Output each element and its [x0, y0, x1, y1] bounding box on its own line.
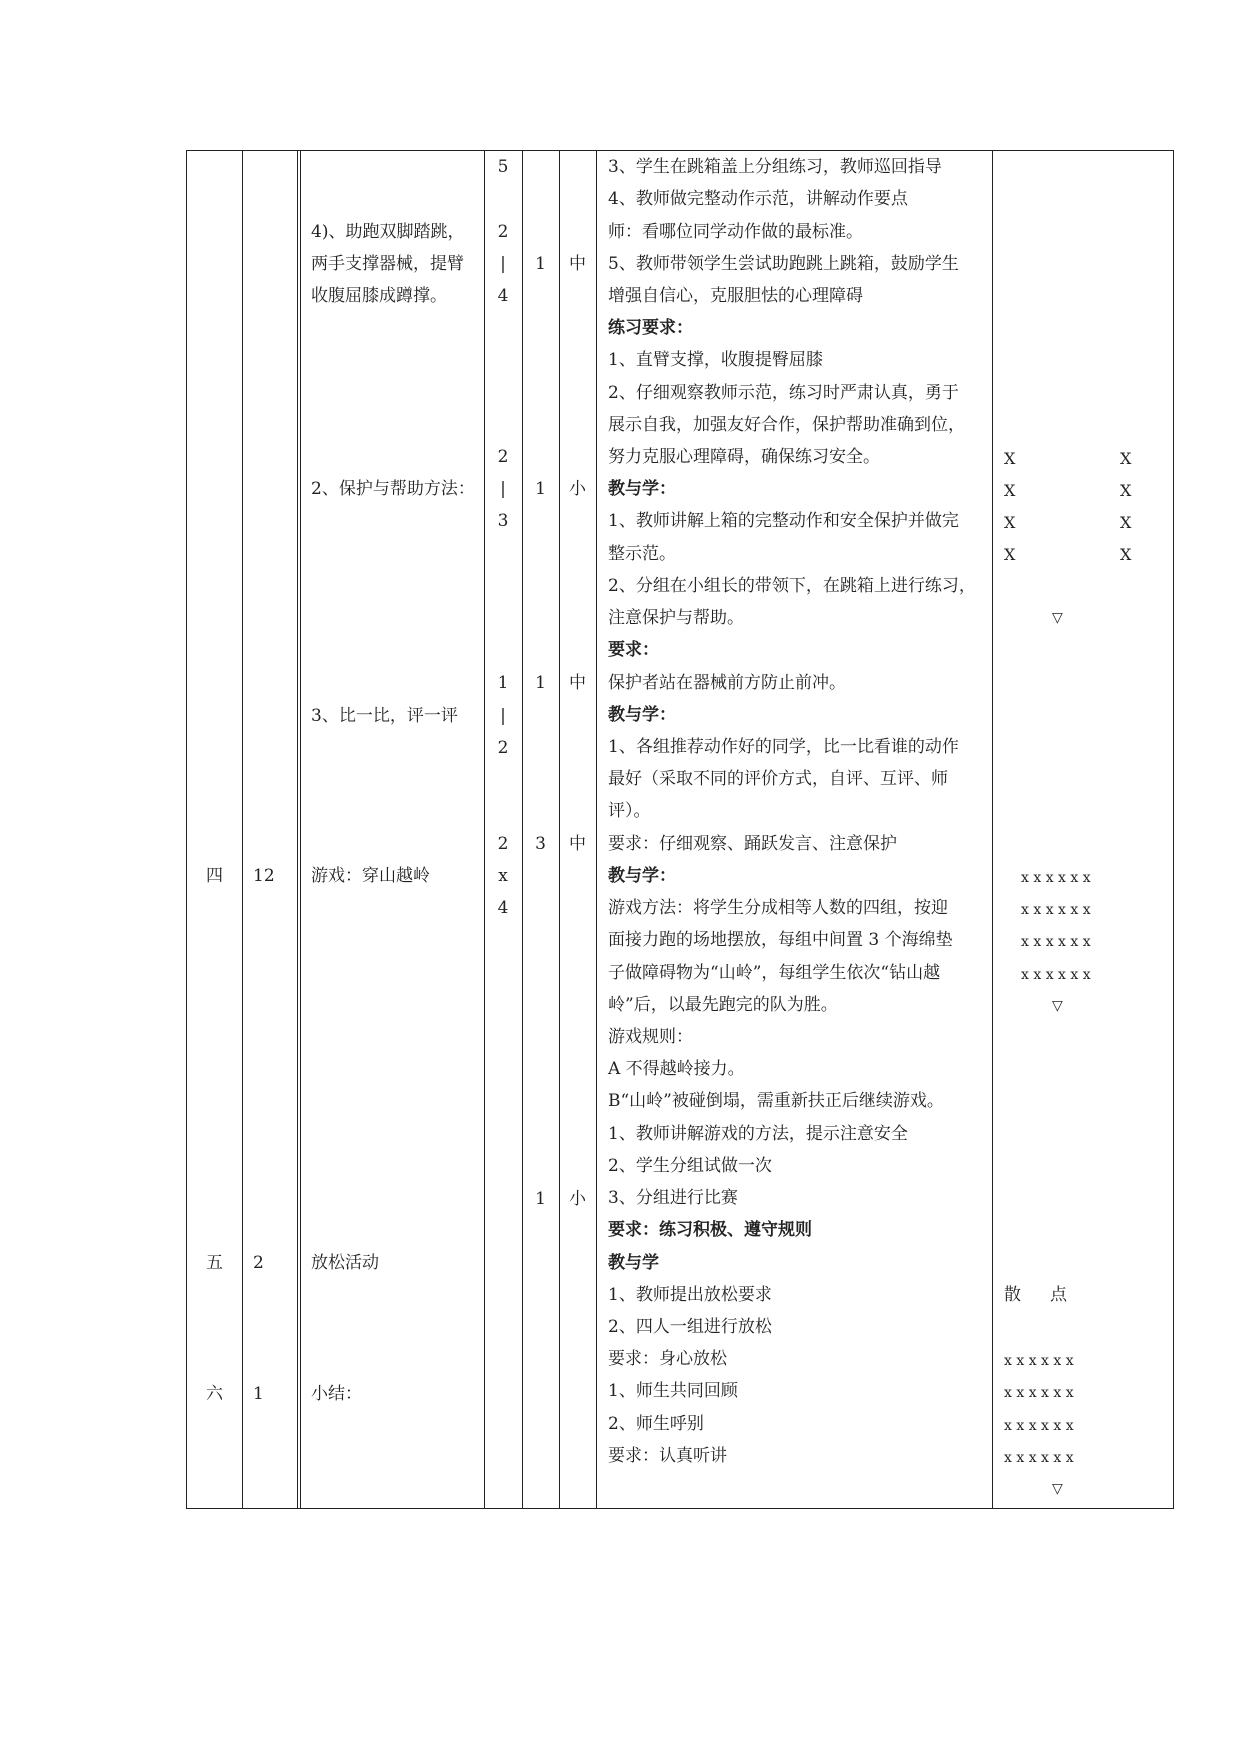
time-value: |: [500, 254, 506, 274]
method-line: 2、学生分组试做一次: [608, 1156, 772, 1176]
method-heading: 要求：: [608, 640, 659, 660]
section-minutes: 12: [253, 866, 275, 886]
time-value: 2: [497, 447, 509, 467]
method-line: 师：看哪位同学动作做的最标准。: [608, 222, 863, 242]
method-line: 2、仔细观察教师示范，练习时严肃认真，勇于: [608, 383, 959, 403]
formation-row: x x x x x x: [1004, 1450, 1074, 1466]
method-heading: 教与学：: [608, 479, 676, 499]
formation-mark: X: [1004, 481, 1016, 500]
method-line: 1、师生共同回顾: [608, 1381, 738, 1401]
method-line: 1、教师讲解上箱的完整动作和安全保护并做完: [608, 511, 959, 531]
teacher-position-icon: ▽: [1052, 998, 1063, 1014]
column-divider: [300, 151, 301, 1508]
formation-row: x x x x x x: [1021, 902, 1091, 918]
formation-mark: X: [1120, 481, 1132, 500]
intensity-value: 小: [569, 479, 586, 499]
section-minutes: 1: [253, 1384, 264, 1404]
method-line: 努力克服心理障碍，确保练习安全。: [608, 447, 880, 467]
formation-row: x x x x x x: [1004, 1385, 1074, 1401]
scatter-label: 散: [1004, 1285, 1021, 1305]
content-item: 3、比一比，评一评: [311, 706, 458, 726]
column-divider: [559, 151, 560, 1508]
count-value: 1: [535, 479, 546, 499]
section-number: 六: [206, 1384, 223, 1404]
scatter-label: 点: [1050, 1285, 1067, 1305]
content-item: 两手支撑器械，提臂: [311, 254, 464, 274]
time-value: x: [498, 866, 508, 886]
method-line: 要求：仔细观察、踊跃发言、注意保护: [608, 834, 897, 854]
count-value: 1: [535, 673, 546, 693]
method-line: 最好（采取不同的评价方式，自评、互评、师: [608, 769, 948, 789]
column-divider: [992, 151, 993, 1508]
method-heading: 教与学：: [608, 705, 676, 725]
column-divider: [297, 151, 298, 1508]
teacher-position-icon: ▽: [1052, 610, 1063, 626]
method-heading: 教与学：: [608, 866, 676, 886]
section-minutes: 2: [253, 1253, 264, 1273]
content-item: 小结：: [311, 1384, 362, 1404]
time-value: |: [500, 706, 506, 726]
intensity-value: 中: [569, 834, 586, 854]
method-line: 要求：身心放松: [608, 1349, 727, 1369]
method-line: 要求：认真听讲: [608, 1446, 727, 1466]
method-line: 1、教师讲解游戏的方法，提示注意安全: [608, 1124, 908, 1144]
lesson-plan-table: [186, 150, 1174, 1509]
time-value: 2: [497, 222, 509, 242]
method-line: 面接力跑的场地摆放，每组中间置 3 个海绵垫: [608, 930, 953, 950]
time-value: |: [500, 479, 506, 499]
content-item: 2、保护与帮助方法：: [311, 479, 475, 499]
formation-mark: X: [1004, 545, 1016, 564]
intensity-value: 小: [569, 1189, 586, 1209]
time-value: 3: [497, 511, 509, 531]
time-value: 2: [497, 738, 509, 758]
time-value: 4: [497, 898, 509, 918]
formation-row: x x x x x x: [1021, 967, 1091, 983]
method-line: A 不得越岭接力。: [608, 1059, 745, 1079]
formation-mark: X: [1120, 449, 1132, 468]
formation-row: x x x x x x: [1004, 1353, 1074, 1369]
formation-row: x x x x x x: [1021, 870, 1091, 886]
method-line: 1、教师提出放松要求: [608, 1285, 772, 1305]
count-value: 1: [535, 254, 546, 274]
column-divider: [484, 151, 485, 1508]
method-line: 评）。: [608, 801, 651, 821]
time-value: 5: [497, 157, 509, 177]
method-heading: 要求：练习积极、遵守规则: [608, 1220, 812, 1240]
method-line: 1、各组推荐动作好的同学，比一比看谁的动作: [608, 737, 959, 757]
method-line: 4、教师做完整动作示范，讲解动作要点: [608, 189, 908, 209]
method-line: B“山岭”被碰倒塌，需重新扶正后继续游戏。: [608, 1091, 944, 1111]
method-line: 增强自信心，克服胆怯的心理障碍: [608, 286, 863, 306]
formation-row: x x x x x x: [1021, 934, 1091, 950]
column-divider: [242, 151, 243, 1508]
method-line: 2、师生呼别: [608, 1414, 704, 1434]
method-line: 保护者站在器械前方防止前冲。: [608, 673, 846, 693]
formation-mark: X: [1004, 449, 1016, 468]
method-line: 3、分组进行比赛: [608, 1188, 738, 1208]
method-line: 1、直臂支撑，收腹提臀屈膝: [608, 350, 823, 370]
method-line: 5、教师带领学生尝试助跑跳上跳箱，鼓励学生: [608, 254, 959, 274]
intensity-value: 中: [569, 254, 586, 274]
method-line: 展示自我，加强友好合作，保护帮助准确到位，: [608, 415, 965, 435]
teacher-position-icon: ▽: [1052, 1481, 1063, 1497]
method-line: 3、学生在跳箱盖上分组练习，教师巡回指导: [608, 157, 942, 177]
time-value: 2: [497, 834, 509, 854]
method-line: 注意保护与帮助。: [608, 608, 744, 628]
section-number: 五: [206, 1253, 223, 1273]
method-line: 游戏规则：: [608, 1027, 693, 1047]
formation-mark: X: [1120, 513, 1132, 532]
time-value: 4: [497, 286, 509, 306]
time-value: 1: [497, 673, 509, 693]
formation-mark: X: [1120, 545, 1132, 564]
method-line: 2、四人一组进行放松: [608, 1317, 772, 1337]
content-item: 收腹屈膝成蹲撑。: [311, 286, 447, 306]
count-value: 1: [535, 1189, 546, 1209]
content-item: 游戏：穿山越岭: [311, 866, 430, 886]
count-value: 3: [535, 834, 546, 854]
method-line: 整示范。: [608, 544, 676, 564]
method-heading: 练习要求：: [608, 318, 693, 338]
intensity-value: 中: [569, 673, 586, 693]
content-item: 放松活动: [311, 1253, 379, 1273]
method-line: 岭”后，以最先跑完的队为胜。: [608, 995, 838, 1015]
section-number: 四: [206, 866, 223, 886]
method-line: 2、分组在小组长的带领下，在跳箱上进行练习，: [608, 576, 976, 596]
method-line: 游戏方法：将学生分成相等人数的四组，按迎: [608, 898, 948, 918]
column-divider: [522, 151, 523, 1508]
method-line: 子做障碍物为“山岭”，每组学生依次“钻山越: [608, 963, 941, 983]
formation-mark: X: [1004, 513, 1016, 532]
content-item: 4)、助跑双脚踏跳，: [311, 222, 465, 242]
column-divider: [596, 151, 597, 1508]
formation-row: x x x x x x: [1004, 1418, 1074, 1434]
method-heading: 教与学: [608, 1253, 659, 1273]
